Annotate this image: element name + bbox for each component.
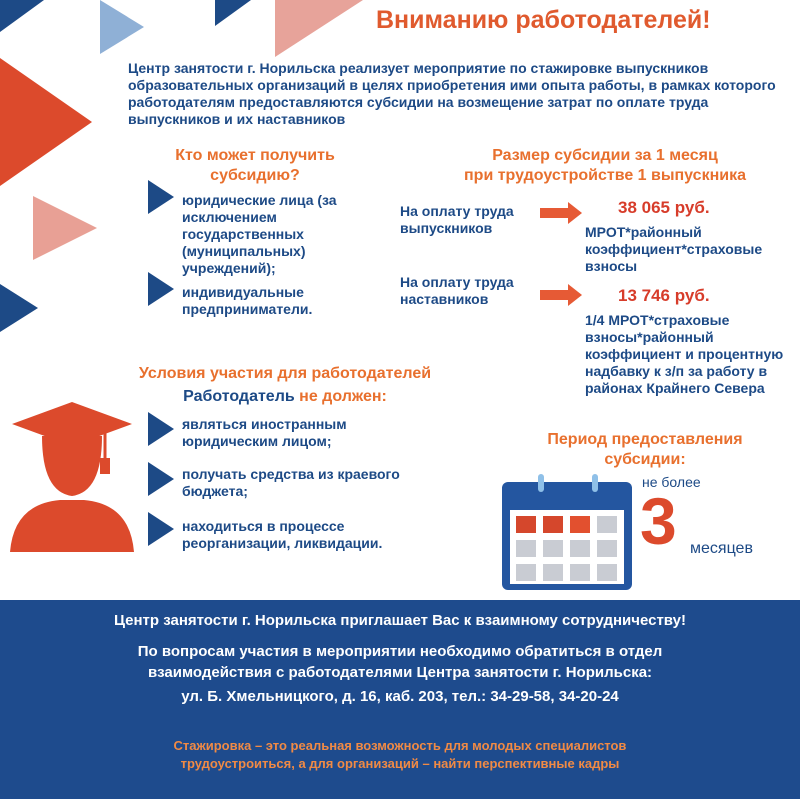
condition-item: находиться в процессе реорганизации, ликвидации. xyxy=(182,518,383,551)
subsidy-heading-line: Размер субсидии за 1 месяц xyxy=(492,147,718,164)
bullet-triangle-icon xyxy=(148,272,174,306)
decor-triangle xyxy=(100,0,144,54)
period-prefix: не более xyxy=(642,474,701,490)
subsidy-formula: МРОТ*районный коэффициент*страховые взносы xyxy=(585,224,763,274)
bullet-triangle-icon xyxy=(148,462,174,496)
decor-triangle xyxy=(33,196,97,260)
decor-triangle xyxy=(215,0,251,26)
who-item: юридические лица (за исключением государственных (муниципальных) учреждений); xyxy=(182,192,337,276)
conditions-emphasis: не должен: xyxy=(299,388,387,405)
conditions-subheading xyxy=(100,388,470,406)
bullet-triangle-icon xyxy=(148,180,174,214)
conditions-subject: Работодатель xyxy=(183,388,295,405)
conditions-heading: Условия участия для работодателей xyxy=(138,365,432,382)
footer-invite: Центр занятости г. Норильска приглашает Вас к взаимному сотрудничеству! xyxy=(114,612,686,629)
subsidy-heading xyxy=(420,146,790,186)
graduate-icon xyxy=(10,392,135,552)
period-heading-line: субсидии: xyxy=(604,451,686,468)
decor-triangle xyxy=(275,0,363,57)
arrow-right-icon xyxy=(540,290,570,300)
who-heading xyxy=(140,146,370,186)
period-heading-line: Период предоставления xyxy=(547,431,743,448)
period-number: 3 xyxy=(640,484,677,558)
page-title: Вниманию работодателей! xyxy=(376,6,711,34)
decor-triangle xyxy=(0,0,44,32)
arrow-right-icon xyxy=(540,208,570,218)
footer-band xyxy=(0,600,800,799)
period-heading xyxy=(510,430,780,470)
decor-triangle xyxy=(0,58,92,186)
subsidy-label: На оплату труда наставников xyxy=(400,274,514,307)
who-heading-line: Кто может получить xyxy=(175,147,335,164)
who-item: индивидуальные предприниматели. xyxy=(182,284,313,317)
condition-item: получать средства из краевого бюджета; xyxy=(182,466,400,499)
period-unit: месяцев xyxy=(690,540,753,557)
subsidy-amount: 13 746 руб. xyxy=(618,286,710,305)
intro-text: Центр занятости г. Норильска реализует мероприятие по стажировке выпускников образовательных организаций в целях приобретения ими опыта работы, в рамках которого работодателям предоставляются субсидии на возмещение затрат по оплате труда выпускников и их наставников xyxy=(128,60,776,127)
subsidy-label: На оплату труда выпускников xyxy=(400,203,514,236)
decor-triangle xyxy=(0,284,38,332)
bullet-triangle-icon xyxy=(148,412,174,446)
who-heading-line: субсидию? xyxy=(210,167,300,184)
footer-contact-1: По вопросам участия в мероприятии необходимо обратиться в отдел xyxy=(137,643,663,660)
footer-contact-2: взаимодействия с работодателями Центра занятости г. Норильска: xyxy=(147,664,653,681)
footer-slogan-1: Стажировка – это реальная возможность для молодых специалистов xyxy=(173,738,627,753)
footer-slogan-2: трудоустроиться, а для организаций – найти перспективные кадры xyxy=(180,756,620,771)
subsidy-heading-line: при трудоустройстве 1 выпускника xyxy=(464,167,746,184)
subsidy-formula: 1/4 МРОТ*страховые взносы*районный коэффициент и процентную надбавку к з/п за работу в районах Крайнего Севера xyxy=(585,312,784,396)
footer-address: ул. Б. Хмельницкого, д. 16, каб. 203, тел.: 34-29-58, 34-20-24 xyxy=(181,688,619,705)
subsidy-amount: 38 065 руб. xyxy=(618,198,710,217)
calendar-icon xyxy=(500,470,635,592)
bullet-triangle-icon xyxy=(148,512,174,546)
condition-item: являться иностранным юридическим лицом; xyxy=(182,416,347,449)
